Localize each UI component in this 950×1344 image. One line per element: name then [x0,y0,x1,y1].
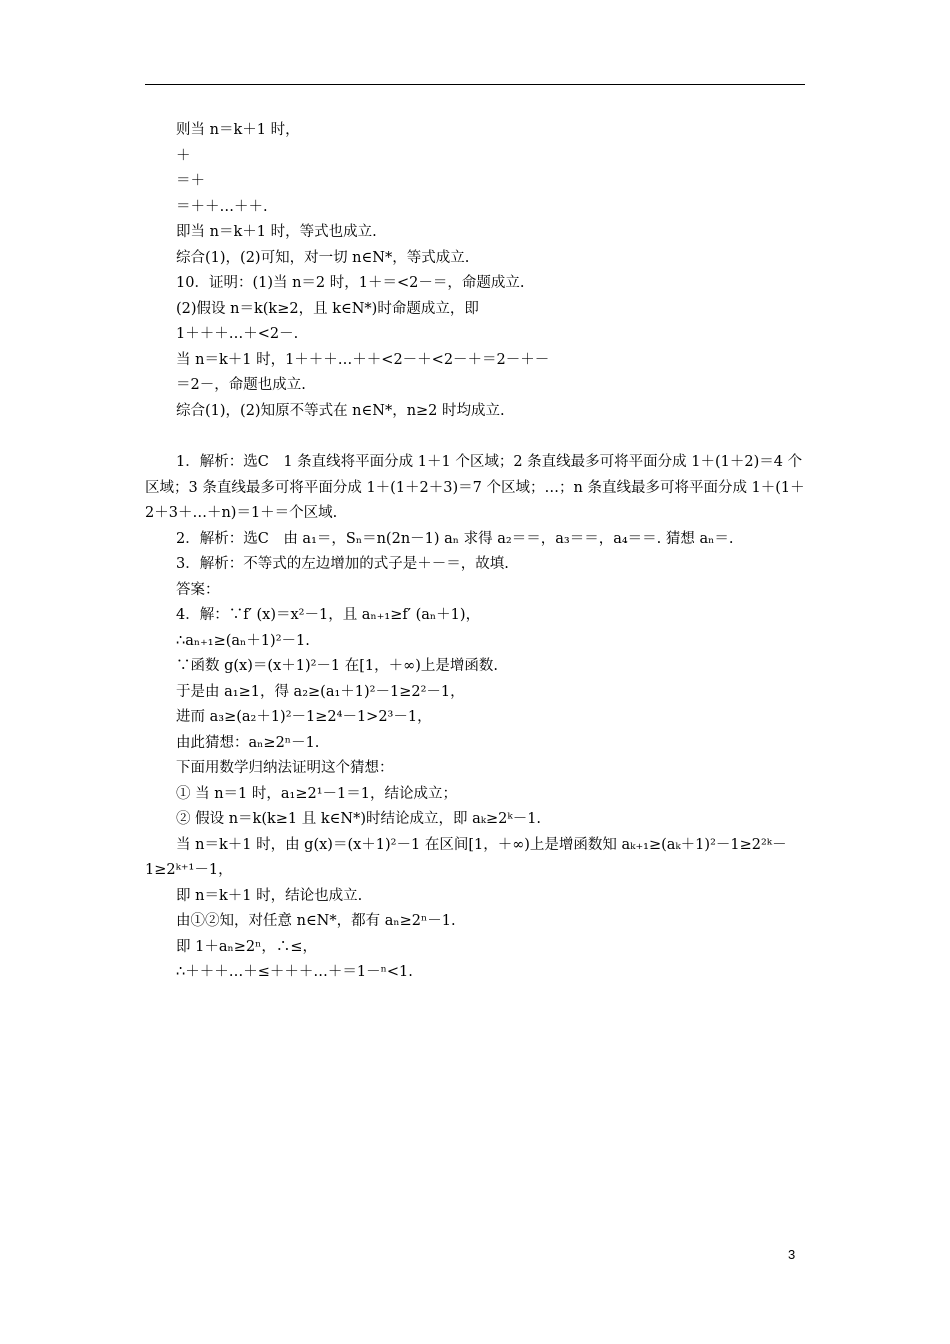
text-line: 综合(1)，(2)知原不等式在 n∈N*，n≥2 时均成立. [176,402,505,419]
text-line: ＋ [176,147,191,164]
text-line: ＝2－，命题也成立. [176,377,306,393]
text-line: 当 n＝k＋1 时，1＋＋＋…＋＋<2－＋<2－＋＝2－＋－ [176,351,550,368]
text-line: 3．解析：不等式的左边增加的式子是＋－＝，故填. [176,556,509,572]
text-line: 即 1＋aₙ≥2ⁿ，∴≤， [176,938,318,955]
text-line: 由此猜想：aₙ≥2ⁿ－1. [176,734,320,751]
text-line: 下面用数学归纳法证明这个猜想： [176,760,394,776]
text-line: ＝＋＋…＋＋. [176,198,268,215]
text-line: 10．证明：(1)当 n＝2 时，1＋＝<2－＝，命题成立. [176,275,525,291]
text-line: 即当 n＝k＋1 时，等式也成立. [176,224,377,240]
text-line: ① 当 n＝1 时，a₁≥2¹－1＝1，结论成立； [176,785,457,802]
text-line: 则当 n＝k＋1 时， [176,122,300,138]
paragraph-answer-1: 1．解析：选C 1 条直线将平面分成 1＋1 个区域；2 条直线最多可将平面分成 1＋(1＋2)＝4 个区域；3 条直线最多可将平面分成 1＋(1＋2＋3)＝7 个区域；…；n 条直线最多可将平面分成 1＋(1＋2＋3＋…＋n)＝1＋＝个区域. [145,454,805,521]
text-line: 1＋＋＋…＋<2－. [176,326,299,342]
paragraph-induction-step: 当 n＝k＋1 时，由 g(x)＝(x＋1)²－1 在区间[1，＋∞)上是增函数知 aₖ₊₁≥(aₖ＋1)²－1≥2²ᵏ－1≥2ᵏ⁺¹－1， [145,836,787,878]
header-rule [145,84,805,85]
text-line: (2)假设 n＝k(k≥2，且 k∈N*)时命题成立，即 [176,300,479,317]
page-number: 3 [788,1247,796,1262]
text-line: ＝＋ [176,173,205,189]
text-line: 4．解：∵f′ (x)＝x²－1，且 aₙ₊₁≥f′ (aₙ＋1)， [176,607,481,623]
text-line: 综合(1)，(2)可知，对一切 n∈N*，等式成立. [176,249,470,266]
text-line: 2．解析：选C 由 a₁＝，Sₙ＝n(2n－1) aₙ 求得 a₂＝＝，a₃＝＝，a₄＝＝. 猜想 aₙ＝. [176,530,734,547]
text-line: ∵函数 g(x)＝(x＋1)²－1 在[1，＋∞)上是增函数. [176,658,498,674]
text-line: 由①②知，对任意 n∈N*，都有 aₙ≥2ⁿ－1. [176,913,456,929]
text-line: ∴＋＋＋…＋≤＋＋＋…＋＝1－ⁿ<1. [176,964,413,980]
section-gap [145,424,807,450]
text-line: 答案： [176,581,220,598]
text-line: ∴aₙ₊₁≥(aₙ＋1)²－1. [176,632,310,649]
text-line: ② 假设 n＝k(k≥1 且 k∈N*)时结论成立，即 aₖ≥2ᵏ－1. [176,811,542,827]
text-line: 于是由 a₁≥1，得 a₂≥(a₁＋1)²－1≥2²－1， [176,683,465,700]
text-line: 进而 a₃≥(a₂＋1)²－1≥2⁴－1>2³－1， [176,709,432,725]
document-body [145,118,807,986]
text-line: 即 n＝k＋1 时，结论也成立. [176,887,363,904]
